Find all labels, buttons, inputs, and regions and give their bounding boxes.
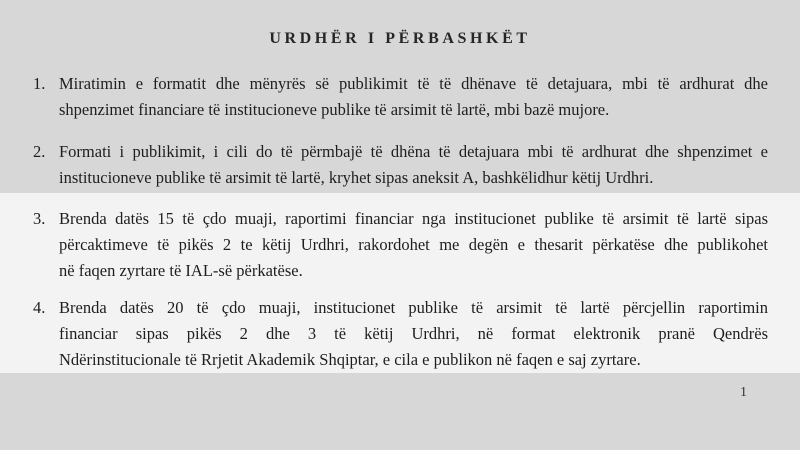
text-line: Ndërinstitucionale të Rrjetit Akademik Shqiptar, e cila e publikon në faqen e saj zyrtare. (59, 350, 641, 369)
text-line: Formati i publikimit, i cili do të përmbajë të dhëna të detajuara mbi të ardhurat dhe shpenzimet e (59, 142, 768, 161)
page-number: 1 (740, 385, 747, 400)
text-line: institucioneve publike të arsimit të lartë, kryhet sipas aneksit A, bashkëlidhur këtij Urdhri. (59, 168, 654, 187)
item-number: 4. (33, 298, 46, 317)
item-text (59, 206, 768, 284)
text-line: shpenzimet financiare të institucioneve publike të arsimit të lartë, mbi bazë mujore. (59, 100, 610, 119)
text-line: përcaktimeve të pikës 2 te këtij Urdhri, rakordohet me degën e thesarit përkatëse dhe publikohet (59, 235, 768, 254)
document-title: URDHËR I PËRBASHKËT (269, 30, 531, 47)
text-line: në faqen zyrtare të IAL-së përkatëse. (59, 261, 303, 280)
text-line: financiar sipas pikës 2 dhe 3 të këtij Urdhri, në format elektronik pranë Qendrës (59, 324, 768, 343)
item-number: 1. (33, 74, 46, 93)
item-text (59, 139, 768, 191)
item-text (59, 71, 768, 123)
text-line: Brenda datës 15 të çdo muaji, raportimi financiar nga institucionet publike të arsimit të lartë sipas (59, 209, 768, 228)
text-line: Brenda datës 20 të çdo muaji, institucionet publike të arsimit të lartë përcjellin raportimin (59, 298, 768, 317)
item-number: 2. (33, 142, 46, 161)
item-text (59, 295, 768, 373)
text-line: Miratimin e formatit dhe mënyrës së publikimit të të dhënave të detajuara, mbi të ardhurat dhe (59, 74, 768, 93)
item-number: 3. (33, 209, 46, 228)
